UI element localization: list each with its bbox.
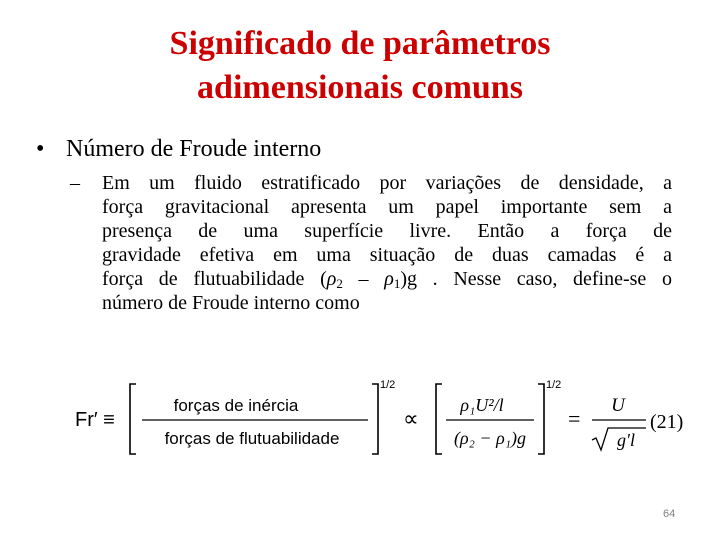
bullet-text: Número de Froude interno xyxy=(66,136,322,162)
slide-title xyxy=(0,22,720,110)
slide-title-line-2: adimensionais comuns xyxy=(197,69,523,106)
equation-rho-difference-g: (ρ₂ − ρ₁)g xyxy=(454,428,526,448)
equation-number: (21) xyxy=(650,411,684,433)
page-number: 64 xyxy=(663,508,676,520)
slide-title-line-1: Significado de parâmetros xyxy=(169,25,551,62)
equation-proportional: ∝ xyxy=(403,406,419,431)
equation-exponent-1: 1/2 xyxy=(380,379,396,391)
bullet-item xyxy=(36,134,321,164)
paragraph-line-4: gravidade efetiva em uma situação de duas camadas é a xyxy=(102,244,672,266)
paragraph-line-5: força de flutuabilidade $(\rho_2 - \rho_1)g$ . Nesse caso, define-se o xyxy=(102,268,672,291)
sub-bullet-paragraph xyxy=(102,171,672,315)
equation-exponent-2: 1/2 xyxy=(546,379,562,391)
paragraph-line-2: força gravitacional apresenta um papel importante sem a xyxy=(102,196,672,218)
equation-rho1-u2-over-l: ρ₁U²/l xyxy=(460,395,504,415)
equation-numerator: forças de inércia xyxy=(173,396,299,415)
equation-denominator: forças de flutuabilidade xyxy=(164,429,340,448)
bullet-marker: • xyxy=(36,136,45,162)
froude-equation xyxy=(70,378,650,460)
paragraph-line-1: Em um fluido estratificado por variações de densidade, a xyxy=(102,172,672,194)
equation-equals: = xyxy=(568,406,581,431)
paragraph-line-3: presença de uma superfície livre. Então a força de xyxy=(102,220,672,242)
equation-u: U xyxy=(611,395,625,416)
paragraph-line-6: número de Froude interno como xyxy=(102,292,360,314)
equation-sqrt-argument: g′l xyxy=(617,430,635,450)
sub-bullet-marker: – xyxy=(70,172,80,194)
equation-lhs: Fr′ ≡ xyxy=(75,409,115,431)
